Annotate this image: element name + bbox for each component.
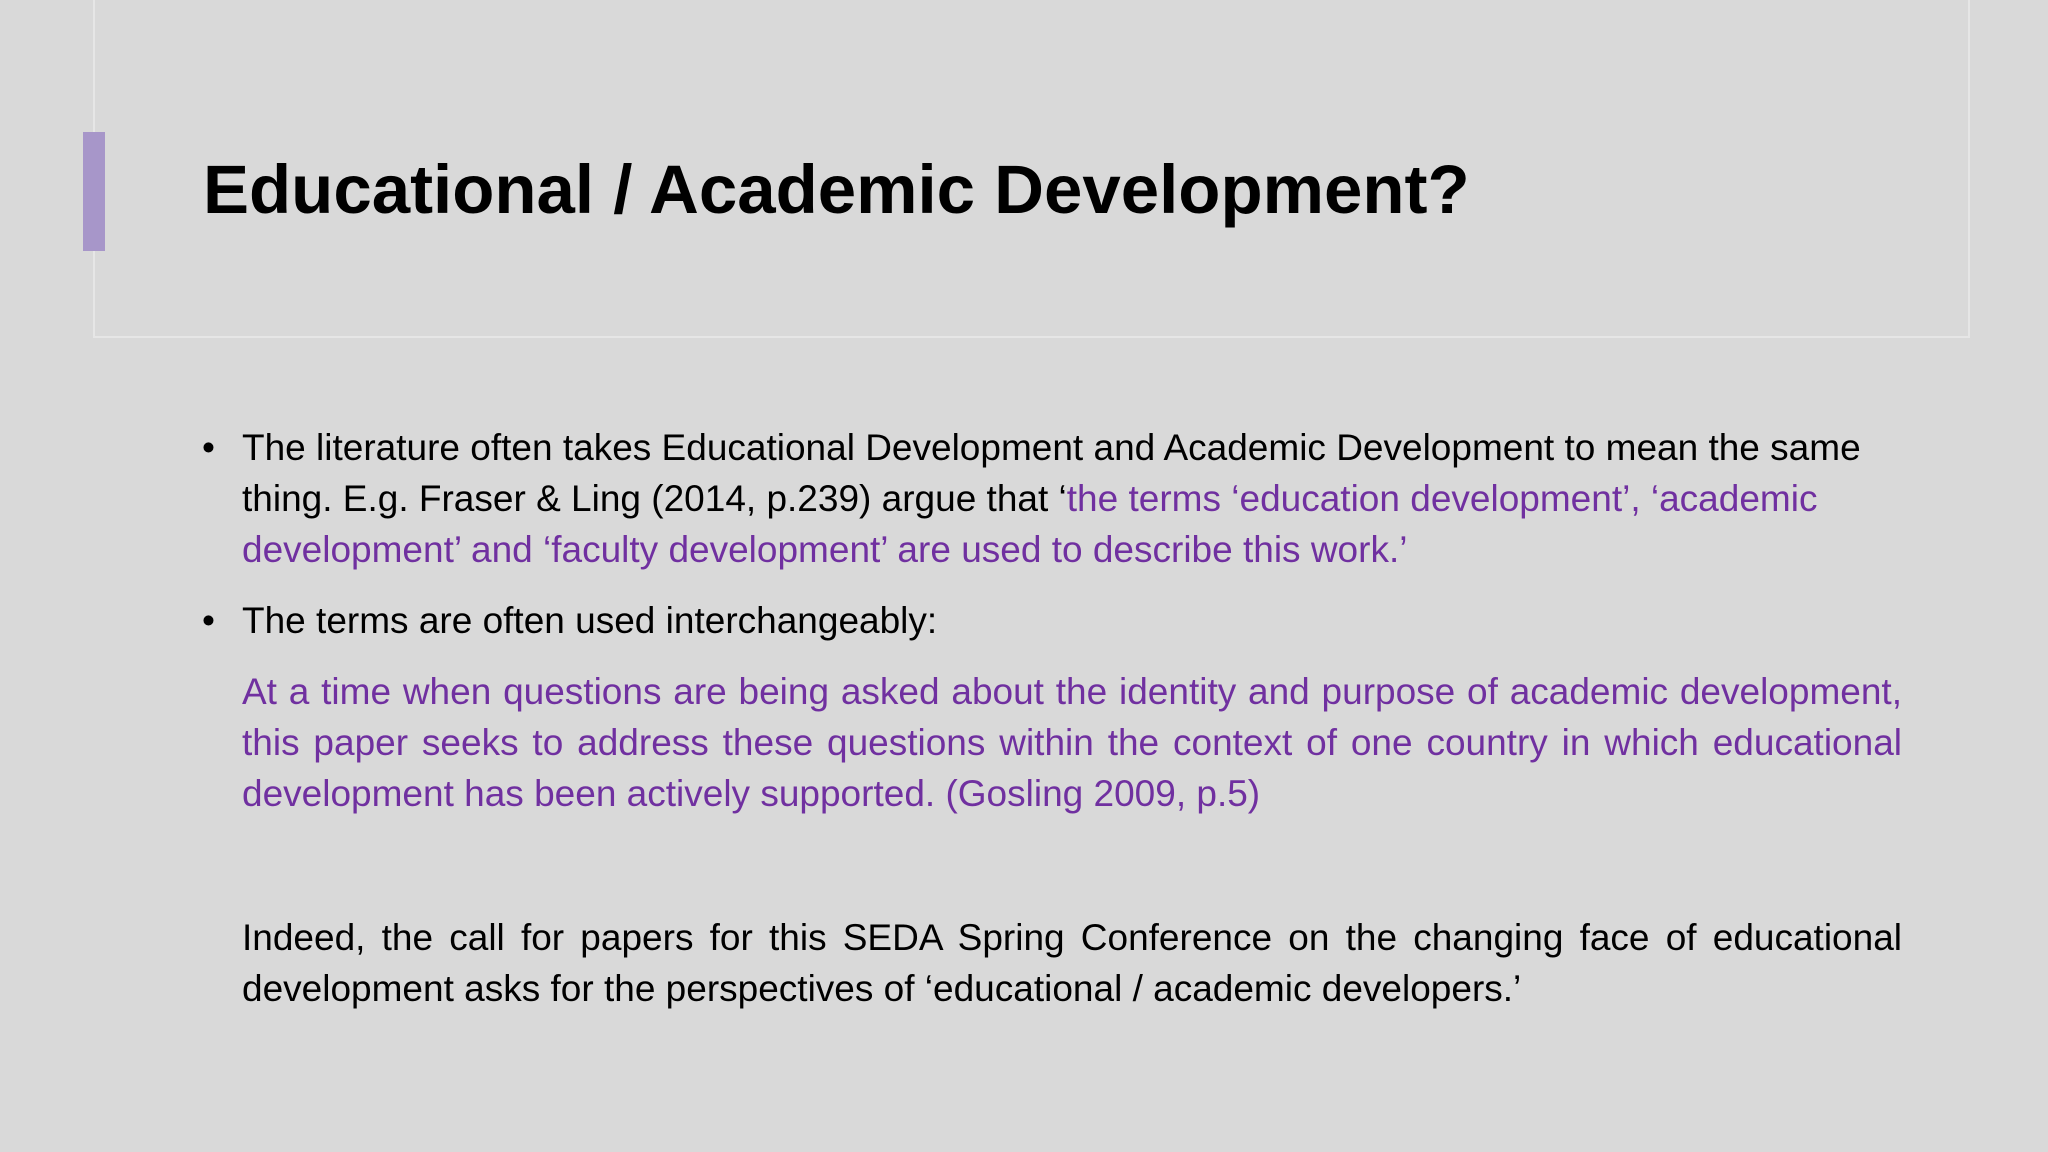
closing-paragraph: Indeed, the call for papers for this SEDA Spring Conference on the changing face of educational development asks for the perspectives of ‘educational / academic developers.’ <box>242 917 1902 1009</box>
fraser-ling-quote: the terms ‘education development’, ‘academic development’ and ‘faculty development’ are used to describe this work.’ <box>242 478 1818 570</box>
slide-body <box>202 422 1902 1014</box>
bullet-item-interchangeable <box>202 595 1902 646</box>
bullet-text: The terms are often used interchangeably: <box>242 600 938 641</box>
bullet-point-icon: • <box>202 600 215 641</box>
bullet-point-icon: • <box>202 427 215 468</box>
title-accent-bar <box>83 132 105 251</box>
bullet-item-literature <box>202 422 1902 575</box>
bullet-text: The literature often takes Educational Development and Academic Development to mean the same thing. E.g. Fraser & Ling (2014, p.239) argue that ‘ <box>242 427 1861 519</box>
gosling-block-quote: At a time when questions are being asked about the identity and purpose of academic development, this paper seeks to address these questions within the context of one country in which educational development has been actively supported. (Gosling 2009, p.5) <box>242 671 1902 814</box>
slide-title: Educational / Academic Development? <box>203 151 1470 228</box>
